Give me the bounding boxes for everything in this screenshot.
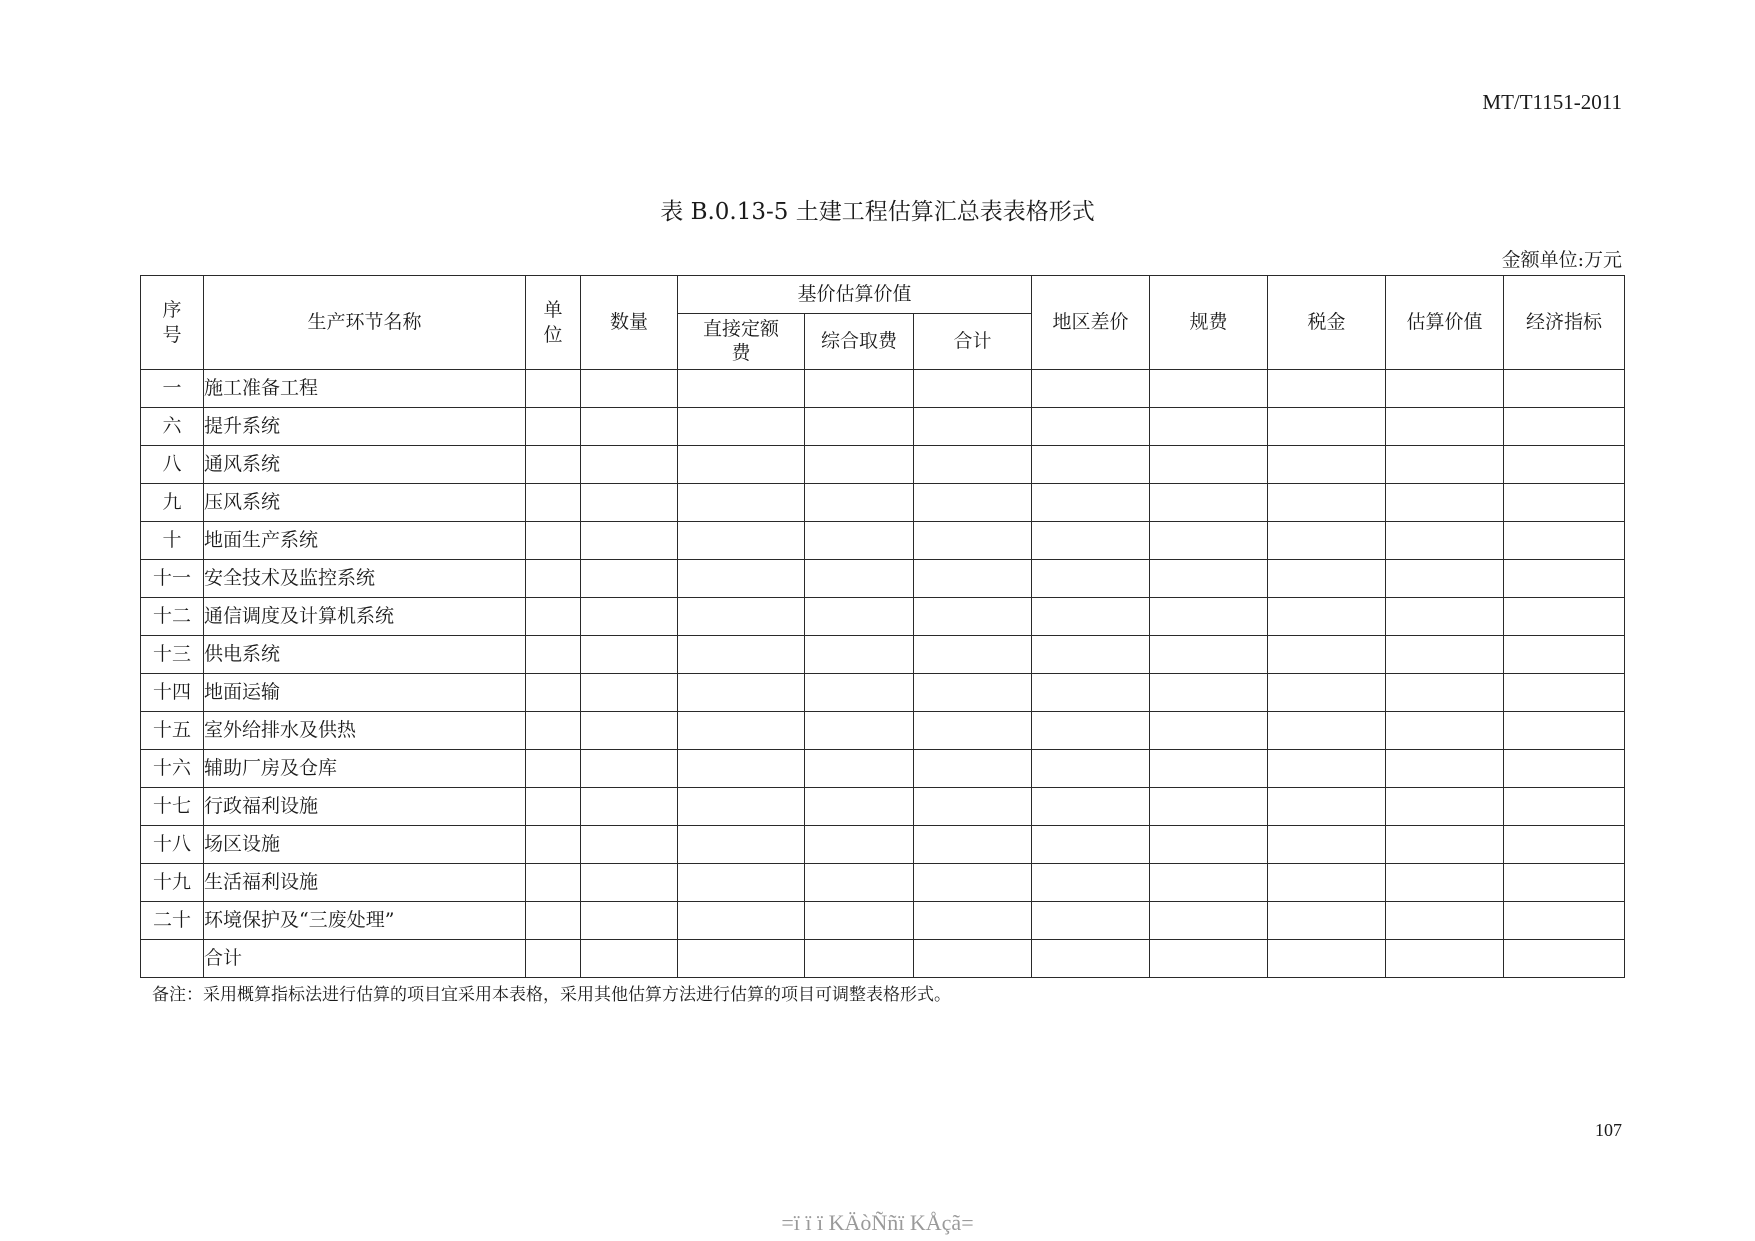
row-name: 辅助厂房及仓库 <box>204 750 526 788</box>
amount-unit-note: 金额单位:万元 <box>1501 249 1622 271</box>
header-comprehensive-fee: 综合取费 <box>805 314 914 370</box>
table-remark: 备注：采用概算指标法进行估算的项目宜采用本表格，采用其他估算方法进行估算的项目可调整表格形式。 <box>152 985 951 1005</box>
header-regulatory-fee: 规费 <box>1150 276 1268 370</box>
page-number: 107 <box>1595 1120 1622 1140</box>
header-unit: 单位 <box>526 276 581 370</box>
row-seq: 十五 <box>141 712 204 750</box>
row-name: 地面生产系统 <box>204 522 526 560</box>
row-seq: 十七 <box>141 788 204 826</box>
row-seq: 十九 <box>141 864 204 902</box>
row-seq: 十三 <box>141 636 204 674</box>
header-base-group: 基价估算价值 <box>678 276 1032 314</box>
row-seq: 十六 <box>141 750 204 788</box>
table-row <box>141 560 1625 598</box>
row-name: 安全技术及监控系统 <box>204 560 526 598</box>
table-title: 表 B.0.13-5 土建工程估算汇总表表格形式 <box>660 199 1095 225</box>
footer-text: =ï ï ï KÄòÑñï KÅçã= <box>781 1210 974 1235</box>
header-tax: 税金 <box>1268 276 1386 370</box>
row-seq: 十 <box>141 522 204 560</box>
header-estimated-value: 估算价值 <box>1386 276 1504 370</box>
header-name: 生产环节名称 <box>204 276 526 370</box>
row-seq: 十二 <box>141 598 204 636</box>
table-row <box>141 598 1625 636</box>
table-row <box>141 370 1625 408</box>
row-seq: 二十 <box>141 902 204 940</box>
header-regional-diff: 地区差价 <box>1032 276 1150 370</box>
row-seq: 十一 <box>141 560 204 598</box>
estimate-summary-table <box>140 275 1625 978</box>
header-quantity: 数量 <box>581 276 678 370</box>
row-name: 场区设施 <box>204 826 526 864</box>
row-seq: 九 <box>141 484 204 522</box>
row-name: 室外给排水及供热 <box>204 712 526 750</box>
row-name: 通信调度及计算机系统 <box>204 598 526 636</box>
table-row <box>141 484 1625 522</box>
header-direct-quota: 直接定额费 <box>678 314 805 370</box>
row-seq: 十八 <box>141 826 204 864</box>
standard-code: MT/T1151-2011 <box>1482 90 1622 114</box>
row-seq: 一 <box>141 370 204 408</box>
header-subtotal: 合计 <box>914 314 1032 370</box>
row-name: 压风系统 <box>204 484 526 522</box>
table-row <box>141 522 1625 560</box>
table-row <box>141 674 1625 712</box>
row-seq <box>141 940 204 978</box>
total-row <box>141 940 1625 978</box>
table-row <box>141 788 1625 826</box>
row-name: 生活福利设施 <box>204 864 526 902</box>
row-name: 行政福利设施 <box>204 788 526 826</box>
row-name: 环境保护及“三废处理” <box>204 902 526 940</box>
header-economic-index: 经济指标 <box>1504 276 1625 370</box>
row-name: 合计 <box>204 940 526 978</box>
row-name: 通风系统 <box>204 446 526 484</box>
header-seq: 序号 <box>141 276 204 370</box>
table-row <box>141 750 1625 788</box>
row-name: 供电系统 <box>204 636 526 674</box>
table-row <box>141 902 1625 940</box>
row-name: 提升系统 <box>204 408 526 446</box>
row-name: 施工准备工程 <box>204 370 526 408</box>
table-row <box>141 826 1625 864</box>
table-row <box>141 864 1625 902</box>
row-seq: 八 <box>141 446 204 484</box>
table-row <box>141 408 1625 446</box>
table-row <box>141 636 1625 674</box>
table-row <box>141 446 1625 484</box>
table-row <box>141 712 1625 750</box>
row-seq: 十四 <box>141 674 204 712</box>
table-header <box>141 276 1625 370</box>
table-body <box>141 370 1625 978</box>
row-name: 地面运输 <box>204 674 526 712</box>
row-seq: 六 <box>141 408 204 446</box>
